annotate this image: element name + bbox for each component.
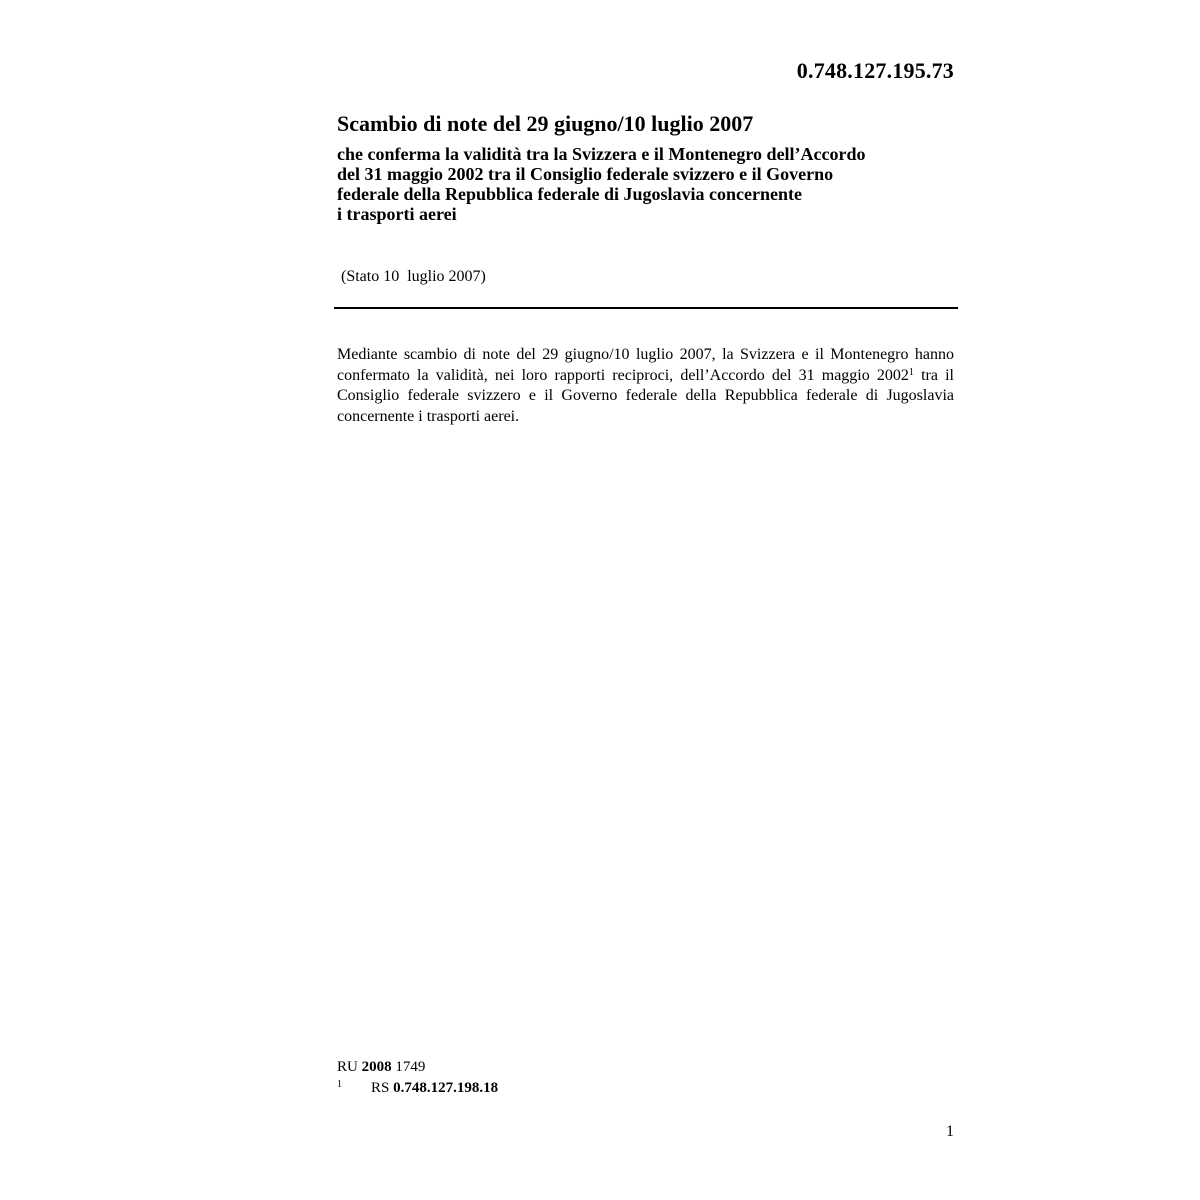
- status-date: (Stato 10 luglio 2007): [341, 268, 486, 285]
- document-title: Scambio di note del 29 giugno/10 luglio 2007: [337, 111, 754, 136]
- body-text-part: tra il Consiglio federale svizzero e il Governo federale della Repubblica federale di Jugoslavia concernente i trasporti aerei.: [337, 366, 955, 425]
- page-number: 1: [946, 1123, 954, 1140]
- subtitle-line: federale della Repubblica federale di Jugoslavia concernente: [337, 184, 802, 204]
- sr-number: 0.748.127.195.73: [796, 58, 954, 83]
- document-subtitle: [337, 144, 957, 224]
- footnote-reference[interactable]: 1: [908, 366, 914, 378]
- ru-year: 2008: [361, 1059, 392, 1075]
- body-text-part: Mediante scambio di note del 29 giugno/10 luglio 2007, la Svizzera e il Montenegro hanno confermato la validità, nei loro rapporti reciproci, dell’Accordo del 31 maggio 2002: [337, 346, 954, 384]
- ru-reference: [337, 1057, 425, 1077]
- body-paragraph: [337, 345, 954, 427]
- subtitle-line: del 31 maggio 2002 tra il Consiglio federale svizzero e il Governo: [337, 164, 834, 184]
- subtitle-line: che conferma la validità tra la Svizzera e il Montenegro dell’Accordo: [337, 144, 866, 164]
- subtitle-line: i trasporti aerei: [337, 204, 457, 224]
- footnote-prefix: RS: [371, 1080, 394, 1096]
- footnote-sr-number: 0.748.127.198.18: [393, 1080, 499, 1096]
- ru-page: 1749: [391, 1059, 426, 1075]
- ru-prefix: RU: [337, 1059, 362, 1075]
- horizontal-rule: [334, 307, 958, 309]
- footnote: 1 RS 0.748.127.198.18: [337, 1079, 499, 1096]
